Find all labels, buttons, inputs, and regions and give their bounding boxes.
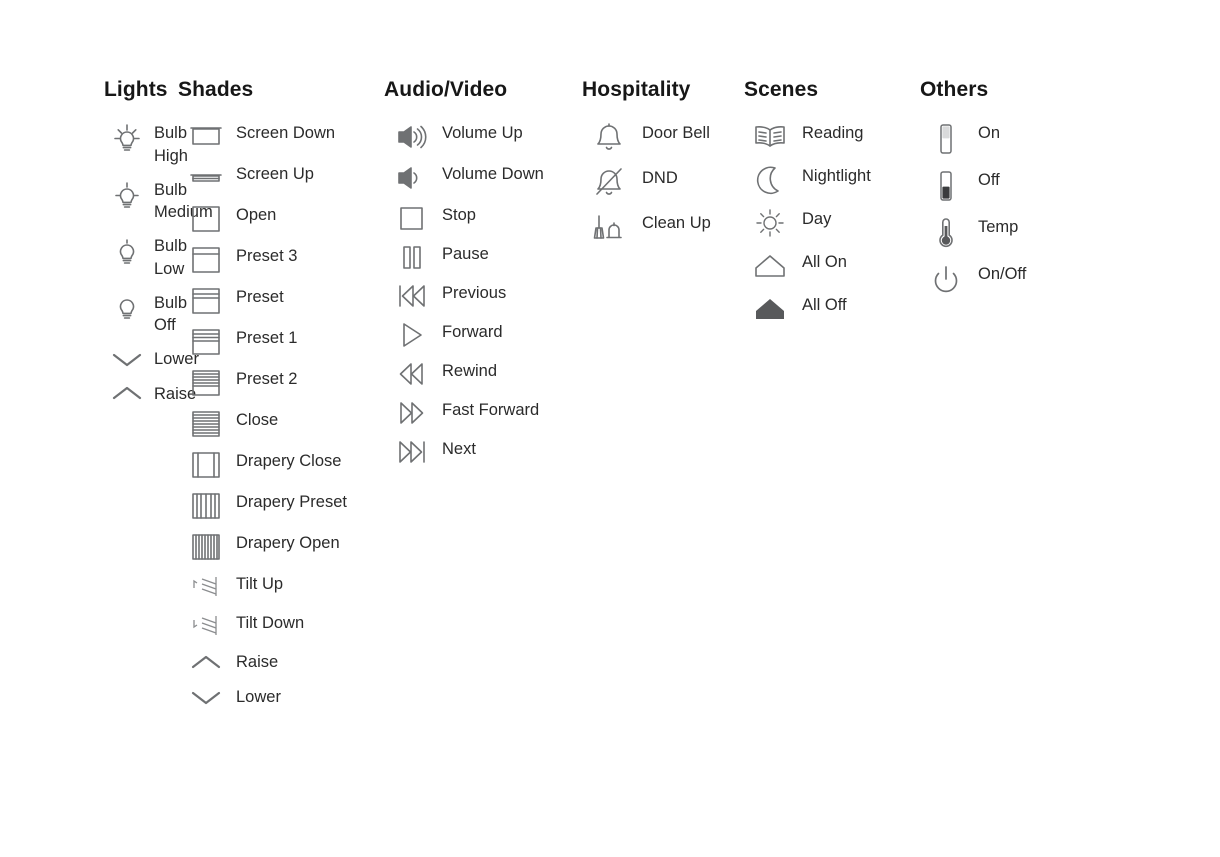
- legend-row[interactable]: [178, 407, 384, 441]
- legend-label: Previous: [442, 284, 507, 302]
- column-title-scenes: Scenes: [744, 78, 819, 101]
- column-title-hospitality: Hospitality: [582, 78, 691, 101]
- chevron-up-icon: [178, 649, 234, 677]
- legend-row[interactable]: [744, 292, 920, 326]
- legend-row[interactable]: [104, 290, 188, 338]
- legend-label: Lower: [154, 350, 199, 369]
- sun-icon: [744, 206, 796, 240]
- legend-row[interactable]: [178, 161, 384, 195]
- door-bell-icon: [582, 120, 636, 156]
- thermometer-icon: [920, 214, 972, 252]
- legend-label: Off: [978, 171, 1000, 189]
- legend-row[interactable]: [384, 358, 582, 390]
- legend-label: Reading: [802, 124, 864, 142]
- legend-label: Drapery Close: [236, 452, 342, 470]
- tilt-up-icon: [178, 571, 234, 603]
- legend-label: Preset 3: [236, 247, 298, 265]
- legend-label: Preset 2: [236, 370, 298, 388]
- rewind-icon: [384, 358, 440, 390]
- bulb-off-icon: [104, 290, 150, 328]
- legend-row[interactable]: [384, 120, 582, 154]
- fast-forward-icon: [384, 397, 440, 429]
- legend-row[interactable]: [178, 448, 384, 482]
- legend-row[interactable]: [744, 120, 920, 154]
- drapery-open-icon: [178, 530, 234, 564]
- legend-label: Bulb High: [154, 124, 188, 165]
- legend-label: Open: [236, 206, 277, 224]
- screen-down-icon: [178, 120, 234, 154]
- chevron-down-icon: [104, 346, 150, 372]
- bulb-low-icon: [104, 233, 150, 271]
- legend-label: Preset: [236, 288, 284, 306]
- tilt-down-icon: [178, 610, 234, 642]
- legend-label: Raise: [236, 653, 279, 671]
- shade-preset-2-icon: [178, 366, 234, 400]
- legend-row[interactable]: [744, 163, 920, 197]
- legend-row[interactable]: [920, 167, 1070, 205]
- legend-label: All On: [802, 253, 847, 271]
- legend-row[interactable]: [384, 397, 582, 429]
- legend-row[interactable]: [920, 261, 1070, 299]
- column-others: [920, 78, 1070, 308]
- column-audio-video: [384, 78, 582, 475]
- moon-icon: [744, 163, 796, 197]
- chevron-down-icon: [178, 684, 234, 712]
- column-scenes: [744, 78, 920, 335]
- legend-label: DND: [642, 169, 678, 187]
- legend-row[interactable]: [178, 243, 384, 277]
- legend-row[interactable]: [384, 241, 582, 273]
- column-title-audio-video: Audio/Video: [384, 78, 508, 101]
- shade-preset-icon: [178, 284, 234, 318]
- legend-label: Volume Up: [442, 124, 523, 142]
- legend-row[interactable]: [920, 120, 1070, 158]
- legend-row[interactable]: [178, 610, 384, 642]
- legend-row[interactable]: [920, 214, 1070, 252]
- legend-label: Next: [442, 440, 476, 458]
- legend-label: Bulb Medium: [154, 180, 213, 222]
- play-forward-icon: [384, 319, 440, 351]
- legend-row[interactable]: [582, 165, 744, 201]
- icon-columns: [0, 78, 1070, 719]
- switch-off-icon: [920, 167, 972, 205]
- legend-row[interactable]: [744, 249, 920, 283]
- clean-up-icon: [582, 210, 636, 246]
- legend-label: On: [978, 124, 1001, 142]
- legend-row[interactable]: [384, 436, 582, 468]
- legend-row[interactable]: [384, 202, 582, 234]
- legend-label: Door Bell: [642, 124, 710, 142]
- legend-label: Clean Up: [642, 214, 711, 232]
- legend-row[interactable]: [384, 161, 582, 195]
- legend-label: All Off: [802, 296, 847, 314]
- legend-row[interactable]: [104, 177, 213, 225]
- legend-label: On/Off: [978, 265, 1027, 283]
- house-filled-icon: [744, 292, 796, 326]
- shade-preset-1-icon: [178, 325, 234, 359]
- legend-row[interactable]: [104, 120, 188, 168]
- legend-label: Tilt Up: [236, 575, 284, 593]
- legend-label: Bulb Low: [154, 237, 188, 278]
- column-hospitality: [582, 78, 744, 255]
- legend-label: Drapery Open: [236, 534, 340, 552]
- legend-row[interactable]: [178, 489, 384, 523]
- legend-label: Forward: [442, 323, 503, 341]
- legend-label: Preset 1: [236, 329, 298, 347]
- shade-preset-3-icon: [178, 243, 234, 277]
- legend-label: Close: [236, 411, 279, 429]
- drapery-close-icon: [178, 448, 234, 482]
- next-icon: [384, 436, 440, 468]
- legend-row[interactable]: [744, 206, 920, 240]
- drapery-preset-icon: [178, 489, 234, 523]
- legend-row[interactable]: [582, 120, 744, 156]
- legend-label: Fast Forward: [442, 401, 540, 419]
- legend-row[interactable]: [178, 530, 384, 564]
- column-title-shades: Shades: [178, 78, 254, 101]
- legend-label: Tilt Down: [236, 614, 305, 632]
- legend-label: Rewind: [442, 362, 498, 380]
- legend-row[interactable]: [384, 280, 582, 312]
- column-lights: [0, 78, 213, 416]
- legend-row[interactable]: [178, 649, 384, 677]
- shade-close-icon: [178, 407, 234, 441]
- legend-label: Raise: [154, 385, 197, 404]
- shade-open-icon: [178, 202, 234, 236]
- chevron-up-icon: [104, 381, 150, 407]
- column-shades: [178, 78, 384, 719]
- switch-on-icon: [920, 120, 972, 158]
- legend-row[interactable]: [104, 346, 199, 372]
- legend-row[interactable]: [104, 233, 188, 281]
- legend-row[interactable]: [178, 325, 384, 359]
- screen-up-icon: [178, 161, 234, 195]
- legend-label: Stop: [442, 206, 476, 224]
- legend-label: Screen Down: [236, 124, 336, 142]
- legend-label: Screen Up: [236, 165, 314, 183]
- legend-label: Temp: [978, 218, 1019, 236]
- bulb-medium-icon: [104, 177, 150, 215]
- legend-label: Pause: [442, 245, 489, 263]
- legend-label: Volume Down: [442, 165, 544, 183]
- column-title-lights: Lights: [104, 78, 168, 101]
- legend-row[interactable]: [178, 120, 384, 154]
- legend-row[interactable]: [178, 684, 384, 712]
- legend-label: Lower: [236, 688, 281, 706]
- legend-label: Day: [802, 210, 832, 228]
- legend-row[interactable]: [178, 284, 384, 318]
- legend-row[interactable]: [582, 210, 744, 246]
- bulb-high-icon: [104, 120, 150, 158]
- power-icon: [920, 261, 972, 299]
- stop-icon: [384, 202, 440, 234]
- column-title-others: Others: [920, 78, 989, 101]
- volume-down-icon: [384, 161, 440, 195]
- previous-icon: [384, 280, 440, 312]
- pause-icon: [384, 241, 440, 273]
- legend-label: Drapery Preset: [236, 493, 347, 511]
- volume-up-icon: [384, 120, 440, 154]
- do-not-disturb-icon: [582, 165, 636, 201]
- legend-row[interactable]: [384, 319, 582, 351]
- legend-row[interactable]: [178, 571, 384, 603]
- legend-row[interactable]: [178, 366, 384, 400]
- legend-row[interactable]: [104, 381, 197, 407]
- legend-label: Bulb Off: [154, 293, 188, 335]
- legend-label: Nightlight: [802, 167, 871, 185]
- house-outline-icon: [744, 249, 796, 283]
- legend-row[interactable]: [178, 202, 384, 236]
- reading-book-icon: [744, 120, 796, 154]
